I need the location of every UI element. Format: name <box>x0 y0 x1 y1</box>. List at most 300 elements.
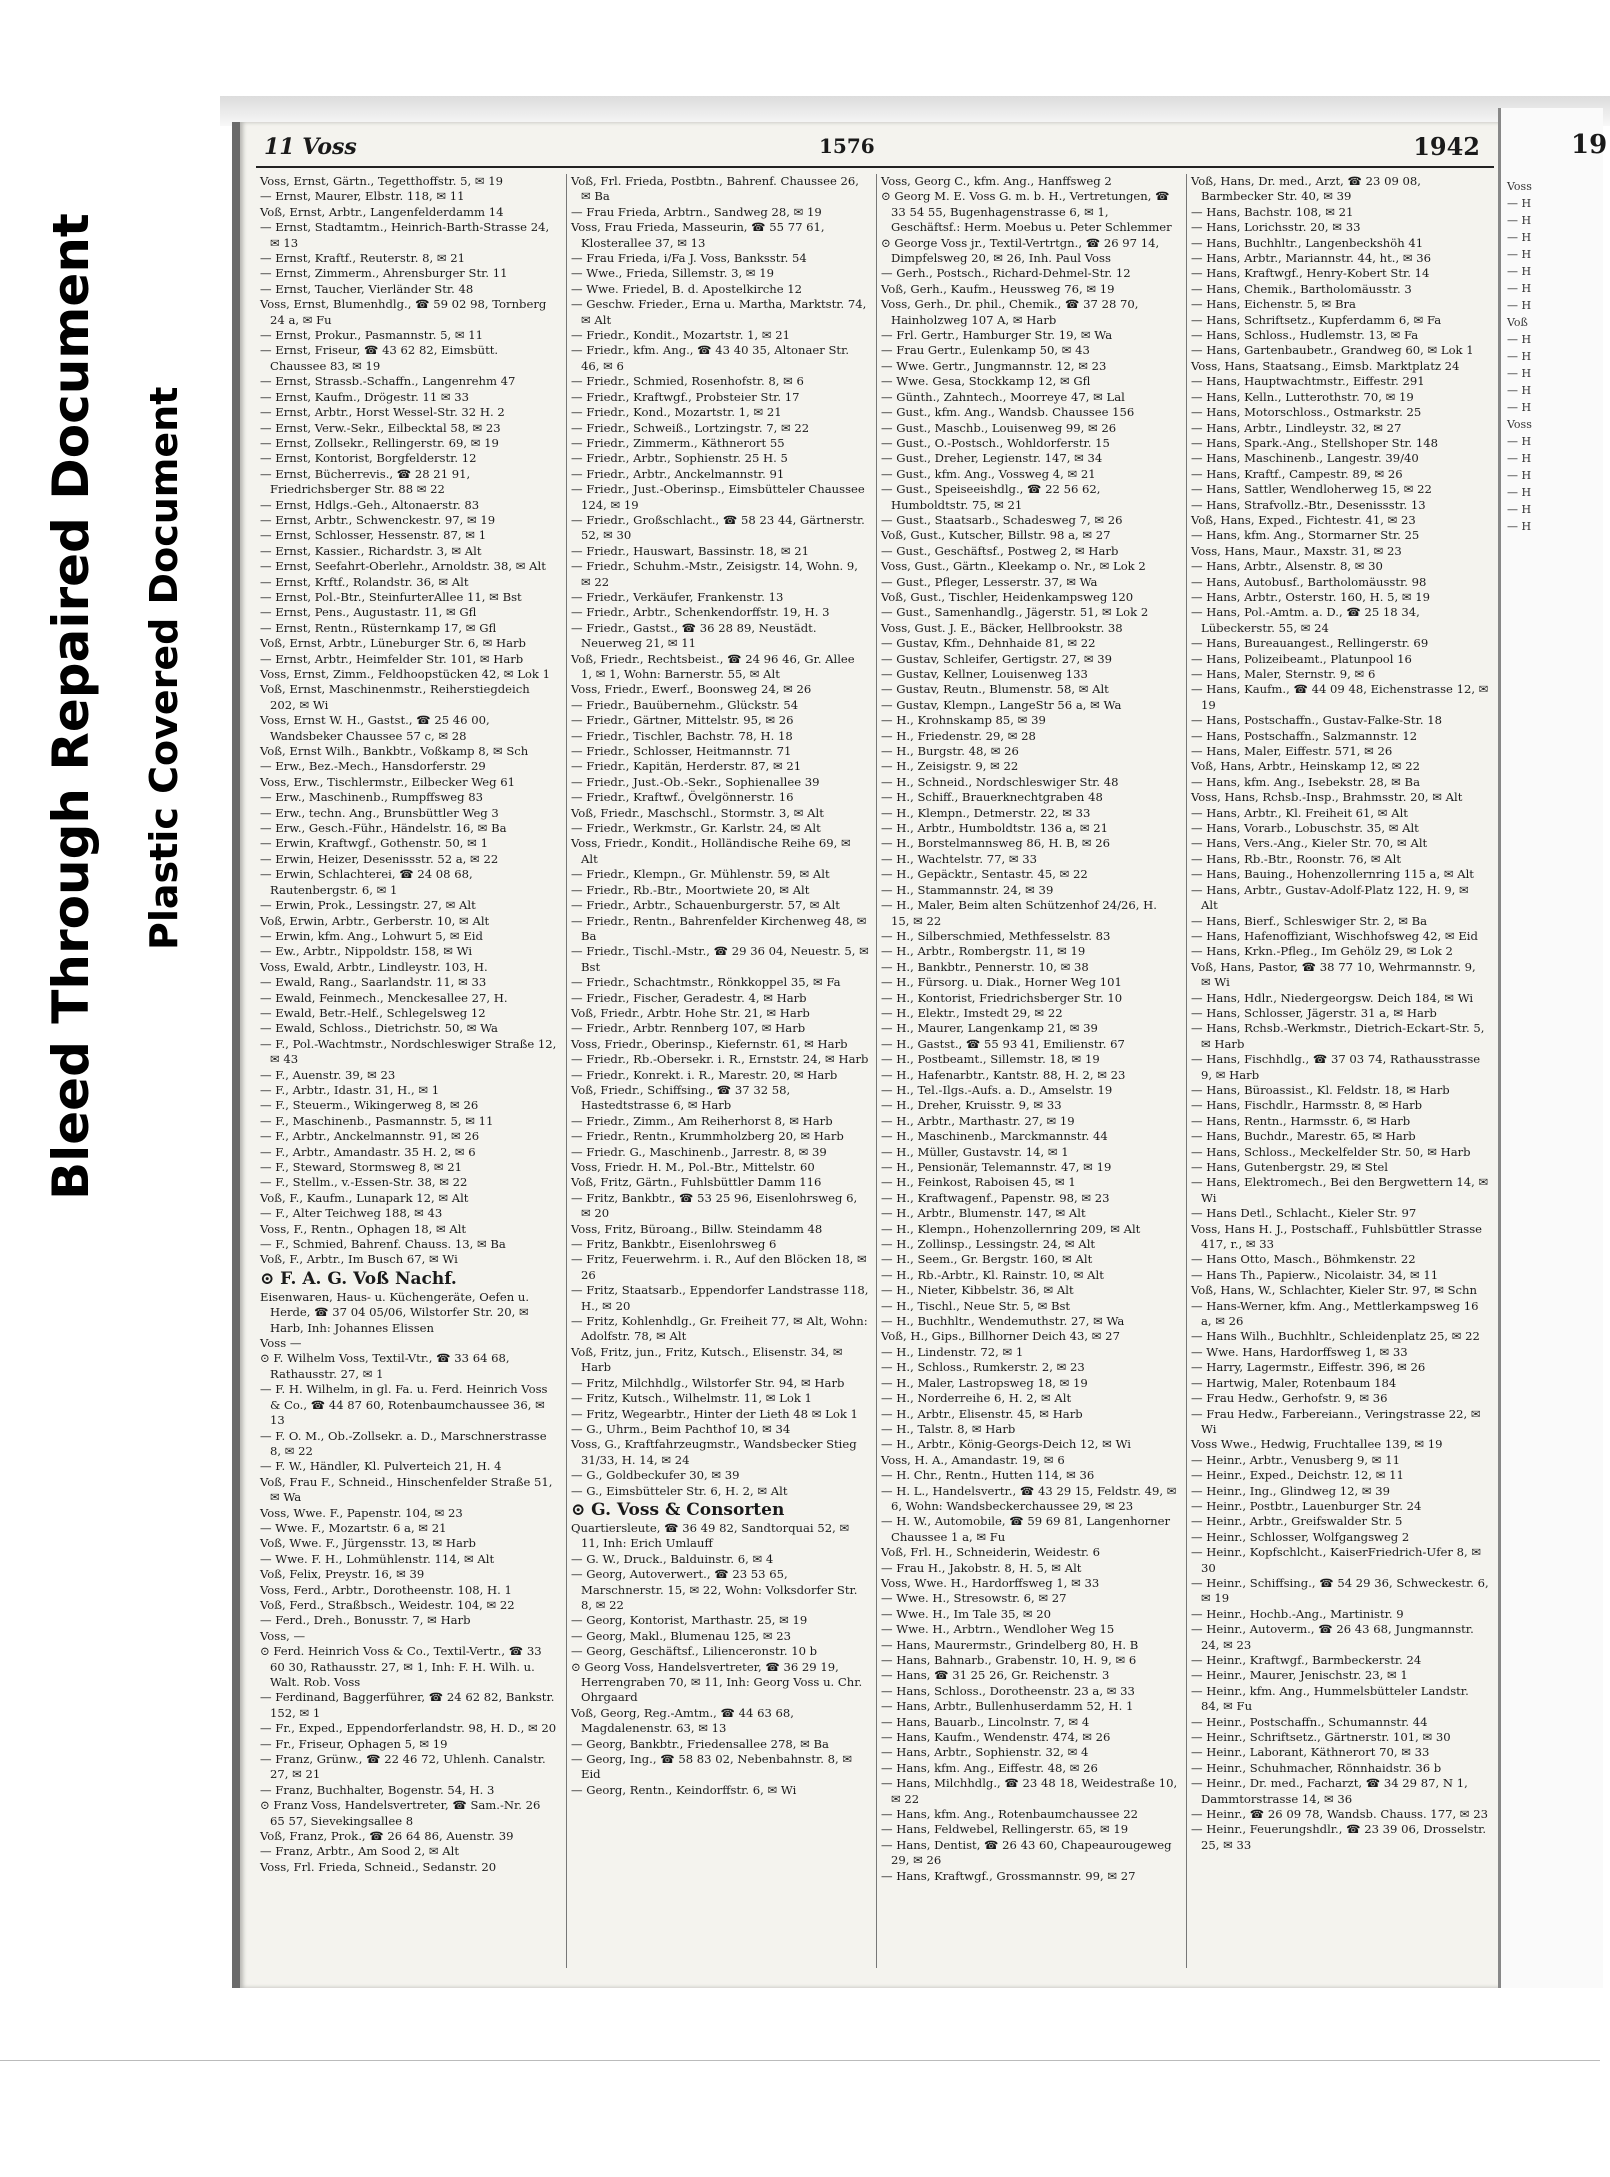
directory-entry: — Hans, kfm. Ang., Stormarner Str. 25 <box>1191 528 1420 543</box>
directory-entry: — H. L., Handelsvertr., ☎ 43 29 15, Feldstr. 49, ✉ 6, Wohn: Wandsbeckerchaussee 29, ✉ 23 <box>881 1483 1177 1513</box>
directory-entry: — Gust., Geschäftsf., Postweg 2, ✉ Harb <box>881 543 1119 558</box>
directory-entry: Voß, Hans, Arbtr., Heinskamp 12, ✉ 22 <box>1191 759 1420 774</box>
directory-entry: — H., Wachtelstr. 77, ✉ 33 <box>881 851 1037 866</box>
directory-entry: — Erw., Gesch.-Führ., Händelstr. 16, ✉ Ba <box>260 821 507 836</box>
directory-entry: — Wwe. Gesa, Stockkamp 12, ✉ Gfl <box>881 374 1091 389</box>
directory-entry: — Friedr., Großschlacht., ☎ 58 23 44, Gärtnerstr. 52, ✉ 30 <box>571 512 865 543</box>
directory-entry: — Fritz, Kutsch., Wilhelmstr. 11, ✉ Lok 1 <box>571 1391 812 1406</box>
directory-entry: — Hans, Spark.-Ang., Stellshoper Str. 148 <box>1191 435 1439 450</box>
columns <box>256 174 1494 1968</box>
side-label-bleed-through: Bleed Through Repaired Document <box>42 213 100 1200</box>
directory-entry: Voß, Gust., Tischler, Heidenkampsweg 120 <box>881 589 1134 604</box>
directory-entry: Voß, Ernst, Arbtr., Langenfelderdamm 14 <box>260 204 504 219</box>
directory-entry: Voß, Ernst, Maschinenmstr., Reiherstiegdeich 202, ✉ Wi <box>260 682 530 712</box>
directory-entry: — Ernst, Prokur., Pasmannstr. 5, ✉ 11 <box>260 328 483 343</box>
directory-entry: — Fritz, Kohlenhdlg., Gr. Freiheit 77, ✉ Alt, Wohn: Adolfstr. 78, ✉ Alt <box>571 1314 868 1344</box>
directory-entry: — Ferd., Dreh., Bonusstr. 7, ✉ Harb <box>260 1613 471 1628</box>
directory-entry: — H., Schloss., Rumkerstr. 2, ✉ 23 <box>881 1360 1085 1375</box>
directory-entry: — Heinr., Feuerungshdlr., ☎ 23 39 06, Drosselstr. 25, ✉ 33 <box>1191 1822 1487 1852</box>
directory-entry: Voss, Hans, Maur., Maxstr. 31, ✉ 23 <box>1191 543 1402 558</box>
directory-entry: — Heinr., Postschaffn., Schumannstr. 44 <box>1191 1714 1428 1729</box>
directory-entry: Voß, Felix, Preystr. 16, ✉ 39 <box>260 1567 425 1582</box>
directory-entry: — H., Tischl., Neue Str. 5, ✉ Bst <box>881 1298 1071 1313</box>
directory-entry: — Friedr. G., Maschinenb., Jarrestr. 8, ✉ 39 <box>571 1144 827 1159</box>
directory-entry: — H., Arbtr., König-Georgs-Deich 12, ✉ Wi <box>881 1437 1131 1452</box>
directory-entry: Voss Wwe., Hedwig, Fruchtallee 139, ✉ 19 <box>1191 1437 1443 1452</box>
directory-entry: — F., Arbtr., Anckelmannstr. 91, ✉ 26 <box>260 1129 480 1144</box>
directory-entry: — F., Schmied, Bahrenf. Chauss. 13, ✉ Ba <box>260 1237 506 1252</box>
directory-entry: — H., Postbeamt., Sillemstr. 18, ✉ 19 <box>881 1052 1100 1067</box>
directory-entry: — H., Borstelmannsweg 86, H. B, ✉ 26 <box>881 836 1110 851</box>
directory-entry: — Ernst, Verw.-Sekr., Eilbecktal 58, ✉ 23 <box>260 420 501 435</box>
directory-entry: Voss, Gust., Gärtn., Kleekamp o. Nr., ✉ Lok 2 <box>881 559 1146 574</box>
directory-entry: Voss, Ernst, Gärtn., Tegetthoffstr. 5, ✉ 19 <box>260 174 504 188</box>
directory-entry: — Ewald, Feinmech., Menckesallee 27, H. <box>260 990 508 1005</box>
directory-entry: — Friedr., Just.-Ob.-Sekr., Sophienallee 39 <box>571 774 820 789</box>
directory-entry: — Friedr., Kapitän, Herderstr. 87, ✉ 21 <box>571 759 802 774</box>
header-rule <box>256 166 1494 168</box>
directory-entry: — Georg, Autoverwert., ☎ 23 53 65, Marschnerstr. 15, ✉ 22, Wohn: Volksdorfer Str. 8, ✉ 22 <box>571 1567 858 1612</box>
directory-entry: — Heinr., Schlosser, Wolfgangsweg 2 <box>1191 1529 1410 1544</box>
directory-entry: — Gustav, Schleifer, Gertigstr. 27, ✉ 39 <box>881 651 1113 666</box>
directory-entry: — Hans, Arbtr., Kl. Freiheit 61, ✉ Alt <box>1191 805 1408 820</box>
directory-entry: — Erw., Maschinenb., Rumpffsweg 83 <box>260 790 484 805</box>
directory-entry: Voss, Frau Frieda, Masseurin, ☎ 55 77 61, Klosterallee 37, ✉ 13 <box>571 220 825 250</box>
directory-entry: — Hans-Werner, kfm. Ang., Mettlerkampsweg 16 a, ✉ 26 <box>1191 1298 1479 1329</box>
header-left: 11 Voss <box>264 134 357 160</box>
directory-entry: — Ernst, Hdlgs.-Geh., Altonaerstr. 83 <box>260 497 480 512</box>
directory-entry: — Heinr., Hochb.-Ang., Martinistr. 9 <box>1191 1606 1404 1621</box>
directory-entry: — Ewald, Rang., Saarlandstr. 11, ✉ 33 <box>260 975 487 990</box>
directory-entry: — Friedr., Bauübernehm., Glückstr. 54 <box>571 697 799 712</box>
directory-entry: — Wwe. H., Arbtrn., Wendloher Weg 15 <box>881 1622 1115 1637</box>
next-page-fragment: — H <box>1507 452 1532 465</box>
directory-entry: ⊙ Georg M. E. Voss G. m. b. H., Vertretungen, ☎ 33 54 55, Bugenhagenstrasse 6, ✉ 1, Geschäftsf.: Herm. Moebus u. Peter Schlemmer <box>881 189 1172 235</box>
directory-entry: — Hans, Kraftwgf., Grossmannstr. 99, ✉ 27 <box>881 1868 1136 1883</box>
directory-entry: Voß, Friedr., Maschschl., Stormstr. 3, ✉ Alt <box>571 805 824 820</box>
directory-entry: — F., Pol.-Wachtmstr., Nordschleswiger Straße 12, ✉ 43 <box>260 1036 557 1067</box>
directory-entry: — F., Alter Teichweg 188, ✉ 43 <box>260 1206 443 1221</box>
directory-entry: — Gustav, Reutn., Blumenstr. 58, ✉ Alt <box>881 682 1109 697</box>
directory-entry: — Ernst, Stadtamtm., Heinrich-Barth-Strasse 24, ✉ 13 <box>260 220 550 250</box>
directory-entry: — Friedr., Just.-Oberinsp., Eimsbütteler Chaussee 124, ✉ 19 <box>571 482 865 512</box>
directory-entry: — Georg, Makl., Blumenau 125, ✉ 23 <box>571 1628 792 1643</box>
directory-entry: — Frau Hedw., Gerhofstr. 9, ✉ 36 <box>1191 1391 1388 1406</box>
directory-entry: — Hans, Dentist, ☎ 26 43 60, Chapeaurougeweg 29, ✉ 26 <box>881 1837 1172 1868</box>
directory-entry: — Friedr., Kraftwgf., Probsteier Str. 17 <box>571 389 800 404</box>
directory-entry: — Hans, Elektromech., Bei den Bergwettern 14, ✉ Wi <box>1191 1175 1489 1205</box>
directory-entry: — Heinr., ☎ 26 09 78, Wandsb. Chauss. 177, ✉ 23 <box>1191 1807 1488 1822</box>
directory-entry: — H., Rb.-Arbtr., Kl. Rainstr. 10, ✉ Alt <box>881 1267 1104 1282</box>
directory-entry: — Ferdinand, Baggerführer, ☎ 24 62 82, Bankstr. 152, ✉ 1 <box>260 1690 555 1720</box>
directory-entry: Voß, Hans, W., Schlachter, Kieler Str. 97, ✉ Schn <box>1191 1283 1477 1298</box>
directory-entry: — Wwe. F., Mozartstr. 6 a, ✉ 21 <box>260 1520 447 1535</box>
directory-entry: — Hans, Kaufm., ☎ 44 09 48, Eichenstrasse 12, ✉ 19 <box>1191 682 1489 712</box>
directory-entry: — Heinr., Schuhmacher, Rönnhaidstr. 36 b <box>1191 1760 1442 1775</box>
directory-entry: — H., Müller, Gustavstr. 14, ✉ 1 <box>881 1144 1069 1159</box>
directory-entry: — Ernst, Taucher, Vierländer Str. 48 <box>260 281 474 296</box>
directory-entry: — Hans, Gartenbaubetr., Grandweg 60, ✉ Lok 1 <box>1191 343 1474 358</box>
directory-entry: — H., Kraftwagenf., Papenstr. 98, ✉ 23 <box>881 1190 1110 1205</box>
directory-entry: Voß, Gust., Kutscher, Billstr. 98 a, ✉ 27 <box>881 528 1111 543</box>
directory-entry: — Wwe. F. H., Lohmühlenstr. 114, ✉ Alt <box>260 1551 495 1566</box>
page-number: 1576 <box>819 134 875 158</box>
directory-entry: — Heinr., Kraftwgf., Barmbeckerstr. 24 <box>1191 1653 1422 1667</box>
next-page-number: 19 <box>1571 130 1608 160</box>
directory-entry: — Hans, Lorichsstr. 20, ✉ 33 <box>1191 220 1361 235</box>
directory-entry: — Frau Frieda, Arbtrn., Sandweg 28, ✉ 19 <box>571 204 822 219</box>
directory-entry: Voß, Frau F., Schneid., Hinschenfelder Straße 51, ✉ Wa <box>260 1474 553 1505</box>
directory-entry: — H., Maschinenb., Marckmannstr. 44 <box>881 1129 1108 1144</box>
next-page-fragment: — H <box>1507 248 1532 261</box>
directory-entry: — Franz, Arbtr., Am Sood 2, ✉ Alt <box>260 1844 459 1859</box>
directory-entry: — Friedr., Rb.-Btr., Moortwiete 20, ✉ Alt <box>571 882 810 897</box>
directory-entry: — Ernst, Kontorist, Borgfelderstr. 12 <box>260 451 477 466</box>
next-page-fragment: — H <box>1507 384 1532 397</box>
directory-entry: — Friedr., Fischer, Geradestr. 4, ✉ Harb <box>571 990 807 1005</box>
directory-entry: ⊙ G. Voss & Consorten <box>571 1499 785 1520</box>
next-page-fragment: — H <box>1507 265 1532 278</box>
directory-entry: — Wwe. H., Im Tale 35, ✉ 20 <box>881 1606 1052 1621</box>
directory-entry: Voss, G., Kraftfahrzeugmstr., Wandsbecker Stieg 31/33, H. 14, ✉ 24 <box>571 1437 857 1467</box>
directory-entry: — H., Maurer, Langenkamp 21, ✉ 39 <box>881 1021 1098 1036</box>
directory-entry: Voss, Fritz, Büroang., Billw. Steindamm 48 <box>571 1221 823 1236</box>
directory-entry: — Wwe. H., Stresowstr. 6, ✉ 27 <box>881 1591 1067 1606</box>
directory-entry: — Hans, Maschinenb., Langestr. 39/40 <box>1191 451 1419 466</box>
directory-entry: Voss, Wwe. H., Hardorffsweg 1, ✉ 33 <box>881 1575 1100 1590</box>
directory-entry: — Hans, Hdlr., Niedergeorgsw. Deich 184, ✉ Wi <box>1191 990 1474 1005</box>
column-2 <box>566 174 873 1968</box>
directory-entry: — Hans, Hafenoffiziant, Wischhofsweg 42, ✉ Eid <box>1191 928 1478 943</box>
directory-entry: Voss, Gerh., Dr. phil., Chemik., ☎ 37 28 70, Hainholzweg 107 A, ✉ Harb <box>881 297 1139 327</box>
directory-entry: — Ernst, Schlosser, Hessenstr. 87, ✉ 1 <box>260 528 487 543</box>
directory-entry: — F., Maschinenb., Pasmannstr. 5, ✉ 11 <box>260 1113 494 1128</box>
directory-entry: Voss, Ernst, Blumenhdlg., ☎ 59 02 98, Tornberg 24 a, ✉ Fu <box>260 297 547 327</box>
directory-entry: Voss, Friedr., Kondit., Holländische Reihe 69, ✉ Alt <box>571 836 851 866</box>
directory-entry: — Friedr., Zimmerm., Käthnerort 55 <box>571 435 785 450</box>
directory-entry: Voß, Friedr., Arbtr. Hohe Str. 21, ✉ Harb <box>571 1005 810 1020</box>
directory-entry: Quartiersleute, ☎ 36 49 82, Sandtorquai 52, ✉ 11, Inh: Erich Umlauff <box>571 1520 850 1551</box>
directory-entry: Voß, Georg, Reg.-Amtm., ☎ 44 63 68, Magdalenenstr. 63, ✉ 13 <box>571 1705 794 1736</box>
directory-entry: — H., Maler, Lastropsweg 18, ✉ 19 <box>881 1375 1088 1390</box>
directory-entry: — H., Elektr., Imstedt 29, ✉ 22 <box>881 1005 1063 1020</box>
directory-entry: — Friedr., Verkäufer, Frankenstr. 13 <box>571 589 784 604</box>
directory-entry: Voß, Gerh., Kaufm., Heussweg 76, ✉ 19 <box>881 281 1115 296</box>
next-page-fragment: — H <box>1507 299 1532 312</box>
directory-entry: Voss, Friedr. H. M., Pol.-Btr., Mittelstr. 60 <box>571 1160 815 1174</box>
directory-entry: ⊙ Franz Voss, Handelsvertreter, ☎ Sam.-Nr. 26 65 57, Sievekingsallee 8 <box>260 1798 541 1828</box>
directory-entry: — Ernst, Rentn., Rüsternkamp 17, ✉ Gfl <box>260 620 497 635</box>
directory-entry: — Hans, Chemik., Bartholomäusstr. 3 <box>1191 281 1412 296</box>
directory-entry: — Friedr., Gärtner, Mittelstr. 95, ✉ 26 <box>571 713 794 728</box>
directory-entry: Voß, Erwin, Arbtr., Gerberstr. 10, ✉ Alt <box>260 913 490 928</box>
directory-entry: — Friedr., Arbtr., Sophienstr. 25 H. 5 <box>571 451 788 466</box>
directory-entry: — Erwin, Prok., Lessingstr. 27, ✉ Alt <box>260 898 476 913</box>
directory-entry: — Friedr., Schachtmstr., Rönkkoppel 35, ✉ Fa <box>571 975 841 990</box>
directory-entry: — H., Lindenstr. 72, ✉ 1 <box>881 1344 1024 1359</box>
directory-entry: — Hans, Schriftsetz., Kupferdamm 6, ✉ Fa <box>1191 312 1442 327</box>
directory-entry: Voss, Hans H. J., Postschaff., Fuhlsbüttler Strasse 417, r., ✉ 33 <box>1191 1221 1483 1252</box>
directory-entry: — G. W., Druck., Balduinstr. 6, ✉ 4 <box>571 1551 774 1566</box>
directory-entry: — Hans, Bureauangest., Rellingerstr. 69 <box>1191 636 1429 651</box>
directory-entry: Voß, Frl. H., Schneiderin, Weidestr. 6 <box>881 1545 1100 1560</box>
directory-entry: — H., Buchhltr., Wendemuthstr. 27, ✉ Wa <box>881 1314 1125 1329</box>
directory-entry: — Hans, Arbtr., Osterstr. 160, H. 5, ✉ 19 <box>1191 589 1431 604</box>
directory-entry: — Gust., Staatsarb., Schadesweg 7, ✉ 26 <box>881 512 1123 527</box>
directory-entry: — Ernst, Arbtr., Horst Wessel-Str. 32 H. 2 <box>260 405 505 420</box>
side-label-plastic-covered: Plastic Covered Document <box>142 386 186 950</box>
next-page-fragment: — H <box>1507 350 1532 363</box>
directory-entry: Voss, Ernst, Zimm., Feldhoopstücken 42, ✉ Lok 1 <box>260 667 550 681</box>
directory-entry: — Wwe. Gertr., Jungmannstr. 12, ✉ 23 <box>881 358 1107 373</box>
directory-entry: — Friedr., Schuhm.-Mstr., Zeisigstr. 14, Wohn. 9, ✉ 22 <box>571 559 858 589</box>
directory-entry: — Wwe. Friedel, B. d. Apostelkirche 12 <box>571 281 803 296</box>
directory-entry: — Friedr., Tischl.-Mstr., ☎ 29 36 04, Neuestr. 5, ✉ Bst <box>571 944 869 974</box>
directory-entry: — Hans, Vorarb., Lobuschstr. 35, ✉ Alt <box>1191 821 1419 836</box>
column-3 <box>876 174 1183 1968</box>
directory-entry: — F., Arbtr., Amandastr. 35 H. 2, ✉ 6 <box>260 1144 476 1159</box>
directory-entry: — Fritz, Milchhdlg., Wilstorfer Str. 94, ✉ Harb <box>571 1375 845 1390</box>
next-page-fragment: — H <box>1507 469 1532 482</box>
directory-entry: — Friedr., Werkmstr., Gr. Karlstr. 24, ✉ Alt <box>571 821 821 836</box>
directory-entry: — Friedr., Gastst., ☎ 36 28 89, Neustädt. Neuerweg 21, ✉ 11 <box>571 620 817 651</box>
directory-entry: Voss, Hans, Rchsb.-Insp., Brahmsstr. 20, ✉ Alt <box>1191 790 1463 805</box>
directory-entry: — Hans, Arbtr., Alsenstr. 8, ✉ 30 <box>1191 559 1383 574</box>
directory-entry: — Fr., Friseur, Ophagen 5, ✉ 19 <box>260 1736 448 1751</box>
directory-entry: — Wwe., Frieda, Sillemstr. 3, ✉ 19 <box>571 266 774 281</box>
directory-entry: — F., Stellm., v.-Essen-Str. 38, ✉ 22 <box>260 1175 468 1190</box>
directory-entry: — Heinr., Schriftsetz., Gärtnerstr. 101, ✉ 30 <box>1191 1730 1451 1745</box>
directory-entry: — Hans Otto, Masch., Böhmkenstr. 22 <box>1191 1252 1416 1267</box>
directory-entry: — Fritz, Feuerwehrm. i. R., Auf den Blöcken 18, ✉ 26 <box>571 1252 867 1282</box>
directory-entry: Voss, Ewald, Arbtr., Lindleystr. 103, H. <box>260 959 488 974</box>
page-header <box>264 132 1490 166</box>
directory-entry: ⊙ F. Wilhelm Voss, Textil-Vtr., ☎ 33 64 68, Rathausstr. 27, ✉ 1 <box>260 1351 510 1381</box>
directory-entry: — Fr., Exped., Eppendorferlandstr. 98, H. D., ✉ 20 <box>260 1721 557 1736</box>
next-page-fragment: Voss <box>1507 418 1532 431</box>
directory-entry: ⊙ Ferd. Heinrich Voss & Co., Textil-Vertr., ☎ 33 60 30, Rathausstr. 27, ✉ 1, Inh: F. H. Wilh. u. Walt. Rob. Voss <box>260 1644 542 1689</box>
next-page-fragment: Voss <box>1507 180 1532 193</box>
directory-entry: — Gust., kfm. Ang., Wandsb. Chaussee 156 <box>881 405 1135 420</box>
directory-entry: — Friedr., Kraftwf., Övelgönnerstr. 16 <box>571 790 794 805</box>
directory-entry: — H. Chr., Rentn., Hutten 114, ✉ 36 <box>881 1468 1095 1483</box>
directory-entry: — Heinr., Dr. med., Facharzt, ☎ 34 29 87, N 1, Dammtorstrasse 14, ✉ 36 <box>1191 1776 1468 1806</box>
directory-entry: — H., Seem., Gr. Bergstr. 160, ✉ Alt <box>881 1252 1093 1267</box>
next-page-fragment: — H <box>1507 435 1532 448</box>
directory-entry: — Hans, Arbtr., Sophienstr. 32, ✉ 4 <box>881 1745 1089 1760</box>
directory-entry: — H., Feinkost, Raboisen 45, ✉ 1 <box>881 1175 1076 1190</box>
directory-entry: — H., Schiff., Brauerknechtgraben 48 <box>881 790 1103 805</box>
directory-entry: Voß, Ernst Wilh., Bankbtr., Voßkamp 8, ✉ Sch <box>260 744 529 759</box>
directory-entry: — Erwin, Heizer, Desenissstr. 52 a, ✉ 22 <box>260 851 499 866</box>
next-page-fragment: — H <box>1507 214 1532 227</box>
directory-entry: — Gust., Pfleger, Lesserstr. 37, ✉ Wa <box>881 574 1098 589</box>
directory-entry: Voss, Ferd., Arbtr., Dorotheenstr. 108, H. 1 <box>260 1582 512 1597</box>
directory-entry: — Ernst, Kaufm., Drögestr. 11 ✉ 33 <box>260 389 470 404</box>
directory-entry: — Heinr., kfm. Ang., Hummelsbütteler Landstr. 84, ✉ Fu <box>1191 1683 1469 1714</box>
directory-entry: Voss, F., Rentn., Ophagen 18, ✉ Alt <box>260 1221 467 1236</box>
directory-entry: — Ew., Arbtr., Nippoldstr. 158, ✉ Wi <box>260 944 473 959</box>
directory-entry: Voß, Fritz, jun., Fritz, Kutsch., Elisenstr. 34, ✉ Harb <box>571 1344 843 1375</box>
directory-entry: — Ewald, Betr.-Helf., Schlegelsweg 12 <box>260 1005 486 1020</box>
directory-entry: — Hans, Pol.-Amtm. a. D., ☎ 25 18 34, Lübeckerstr. 55, ✉ 24 <box>1191 605 1420 635</box>
next-page-fragment: — H <box>1507 282 1532 295</box>
directory-entry: — H., Krohnskamp 85, ✉ 39 <box>881 713 1046 728</box>
directory-entry: Voß, Friedr., Schiffsing., ☎ 37 32 58, Hastedtstrasse 6, ✉ Harb <box>571 1082 791 1113</box>
directory-entry: — Ernst, Kraftf., Reuterstr. 8, ✉ 21 <box>260 251 465 266</box>
directory-entry: — Frl. Gertr., Hamburger Str. 19, ✉ Wa <box>881 328 1113 343</box>
directory-entry: — Hans, Maler, Eiffestr. 571, ✉ 26 <box>1191 744 1393 759</box>
directory-entry: — Ernst, Maurer, Elbstr. 118, ✉ 11 <box>260 189 465 204</box>
directory-entry: Voß, Hans, Dr. med., Arzt, ☎ 23 09 08, Barmbecker Str. 40, ✉ 39 <box>1191 174 1421 204</box>
directory-entry: — Heinr., Maurer, Jenischstr. 23, ✉ 1 <box>1191 1668 1408 1683</box>
directory-entry: — Hans, Bauing., Hohenzollernring 115 a, ✉ Alt <box>1191 867 1474 882</box>
directory-entry: — Hans, Arbtr., Mariannstr. 44, ht., ✉ 36 <box>1191 251 1431 266</box>
next-page-fragment: — H <box>1507 503 1532 516</box>
directory-entry: Voß, F., Kaufm., Lunapark 12, ✉ Alt <box>260 1190 469 1205</box>
directory-entry: — H., Stammannstr. 24, ✉ 39 <box>881 882 1054 897</box>
directory-entry: Voß, F., Arbtr., Im Busch 67, ✉ Wi <box>260 1252 458 1267</box>
directory-entry: — Gust., Maschb., Louisenweg 99, ✉ 26 <box>881 420 1117 435</box>
directory-entry: — Fritz, Staatsarb., Eppendorfer Landstrasse 118, H., ✉ 20 <box>571 1283 869 1313</box>
directory-entry: — Heinr., Autoverm., ☎ 26 43 68, Jungmannstr. 24, ✉ 23 <box>1191 1622 1474 1652</box>
next-page-fragment: Voß <box>1507 316 1528 329</box>
directory-entry: — H., Fürsorg. u. Diak., Horner Weg 101 <box>881 975 1122 990</box>
directory-entry: — Hans, Bierf., Schleswiger Str. 2, ✉ Ba <box>1191 913 1428 928</box>
directory-entry: — H., Klempn., Detmerstr. 22, ✉ 33 <box>881 805 1091 820</box>
directory-entry: — H., Arbtr., Elisenstr. 45, ✉ Harb <box>881 1406 1083 1421</box>
directory-entry: — Hans, Rb.-Btr., Roonstr. 76, ✉ Alt <box>1191 851 1402 866</box>
directory-entry: — Heinr., Schiffsing., ☎ 54 29 36, Schweckestr. 6, ✉ 19 <box>1191 1575 1489 1606</box>
directory-entry: — Günth., Zahntech., Moorreye 47, ✉ Lal <box>881 389 1125 404</box>
directory-entry: — Gust., Dreher, Legienstr. 147, ✉ 34 <box>881 451 1103 466</box>
directory-entry: — H., Arbtr., Marthastr. 27, ✉ 19 <box>881 1113 1075 1128</box>
directory-entry: — Gust., kfm. Ang., Vossweg 4, ✉ 21 <box>881 466 1096 481</box>
directory-entry: — Erwin, kfm. Ang., Lohwurt 5, ✉ Eid <box>260 928 483 943</box>
directory-entry: — Hans, Fischhdlg., ☎ 37 03 74, Rathausstrasse 9, ✉ Harb <box>1191 1052 1481 1082</box>
directory-entry: — G., Uhrm., Beim Pachthof 10, ✉ 34 <box>571 1421 791 1436</box>
directory-entry: — H., Friedenstr. 29, ✉ 28 <box>881 728 1036 743</box>
directory-entry: — Hans, Hauptwachtmstr., Eiffestr. 291 <box>1191 374 1425 389</box>
directory-entry: — Georg, Kontorist, Marthastr. 25, ✉ 19 <box>571 1613 808 1628</box>
directory-entry: — H., Arbtr., Humboldtstr. 136 a, ✉ 21 <box>881 821 1109 836</box>
directory-entry: — Hans, Rchsb.-Werkmstr., Dietrich-Eckart-Str. 5, ✉ Harb <box>1191 1021 1485 1051</box>
directory-entry: — Hans, kfm. Ang., Eiffestr. 48, ✉ 26 <box>881 1760 1098 1775</box>
directory-entry: Voss, Georg C., kfm. Ang., Hanffsweg 2 <box>881 174 1112 188</box>
directory-entry: Voß, H., Gips., Billhorner Deich 43, ✉ 27 <box>881 1329 1120 1344</box>
directory-entry: — Hans, Arbtr., Bullenhuserdamm 52, H. 1 <box>881 1699 1134 1714</box>
directory-entry: — Hans, Feldwebel, Rellingerstr. 65, ✉ 19 <box>881 1822 1129 1837</box>
directory-entry: — Friedr., Tischler, Bachstr. 78, H. 18 <box>571 728 793 743</box>
directory-entry: — H., Zollinsp., Lessingstr. 24, ✉ Alt <box>881 1237 1096 1252</box>
next-page-fragment: — H <box>1507 197 1532 210</box>
directory-entry: — Erwin, Kraftwgf., Gothenstr. 50, ✉ 1 <box>260 836 488 851</box>
directory-entry: — Heinr., Exped., Deichstr. 12, ✉ 11 <box>1191 1468 1404 1483</box>
directory-entry: — Hans, Postschaffn., Gustav-Falke-Str. 18 <box>1191 713 1442 728</box>
directory-entry: — F., Auenstr. 39, ✉ 23 <box>260 1067 396 1082</box>
directory-entry: — G., Goldbeckufer 30, ✉ 39 <box>571 1468 740 1483</box>
directory-entry: — H., Klempn., Hohenzollernring 209, ✉ Alt <box>881 1221 1141 1236</box>
directory-entry: — Ewald, Schloss., Dietrichstr. 50, ✉ Wa <box>260 1021 498 1036</box>
directory-entry: — Gustav, Klempn., LangeStr 56 a, ✉ Wa <box>881 697 1122 712</box>
directory-entry: — Friedr., Schlosser, Heitmannstr. 71 <box>571 744 792 759</box>
directory-entry: — Geschw. Frieder., Erna u. Martha, Marktstr. 74, ✉ Alt <box>571 297 867 327</box>
directory-entry: — Friedr., Kond., Mozartstr. 1, ✉ 21 <box>571 405 782 420</box>
directory-entry: — Hans, Buchhltr., Langenbeckshöh 41 <box>1191 235 1424 250</box>
directory-entry: — H., Silberschmied, Methfesselstr. 83 <box>881 928 1111 943</box>
next-page-fragment: — H <box>1507 486 1532 499</box>
directory-entry: — Hans, Bachstr. 108, ✉ 21 <box>1191 204 1354 219</box>
directory-entry: Voss, H. A., Amandastr. 19, ✉ 6 <box>881 1452 1065 1467</box>
header-year: 1942 <box>1413 132 1480 161</box>
directory-entry: — Ernst, Zimmerm., Ahrensburger Str. 11 <box>260 266 508 281</box>
directory-entry: — F. H. Wilhelm, in gl. Fa. u. Ferd. Heinrich Voss & Co., ☎ 44 87 60, Rotenbaumchaussee 36, ✉ 13 <box>260 1382 548 1428</box>
directory-entry: — Wwe. Hans, Hardorffsweg 1, ✉ 33 <box>1191 1344 1408 1359</box>
directory-entry: — Georg, Ing., ☎ 58 83 02, Nebenbahnstr. 8, ✉ Eid <box>571 1752 853 1782</box>
directory-entry: — Hans, Milchhdlg., ☎ 23 48 18, Weidestraße 10, ✉ 22 <box>881 1776 1178 1806</box>
directory-entry: Eisenwaren, Haus- u. Küchengeräte, Oefen u. Herde, ☎ 37 04 05/06, Wilstorfer Str. 20, ✉ Harb, Inh: Johannes Elissen <box>260 1289 530 1335</box>
directory-entry: — Friedr., Arbtr., Schenkendorffstr. 19, H. 3 <box>571 605 830 620</box>
scan-bottom-line <box>0 2060 1600 2061</box>
directory-entry: — Erwin, Schlachterei, ☎ 24 08 68, Rautenbergstr. 6, ✉ 1 <box>260 867 473 897</box>
directory-entry: — Friedr., Rentn., Bahrenfelder Kirchenweg 48, ✉ Ba <box>571 913 867 943</box>
directory-entry: — Gust., Samenhandlg., Jägerstr. 51, ✉ Lok 2 <box>881 605 1149 620</box>
directory-entry: — Hans, Eichenstr. 5, ✉ Bra <box>1191 297 1356 312</box>
directory-entry: — Hans, ☎ 31 25 26, Gr. Reichenstr. 3 <box>881 1668 1110 1683</box>
directory-entry: — Hans, Kraftwgf., Henry-Kobert Str. 14 <box>1191 266 1430 281</box>
directory-entry: — Georg, Rentn., Keindorffstr. 6, ✉ Wi <box>571 1782 797 1797</box>
directory-entry: — Hans, Bahnarb., Grabenstr. 10, H. 9, ✉ 6 <box>881 1653 1137 1667</box>
directory-entry: Voß, Hans, Exped., Fichtestr. 41, ✉ 23 <box>1191 512 1416 527</box>
directory-entry: — Hans, Schlosser, Jägerstr. 31 a, ✉ Harb <box>1191 1005 1437 1020</box>
directory-entry: — Hans, Krkn.-Pfleg., Im Gehölz 29, ✉ Lok 2 <box>1191 944 1453 959</box>
next-page-fragment: — H <box>1507 231 1532 244</box>
directory-entry: — Hans Wilh., Buchhltr., Schleidenplatz 25, ✉ 22 <box>1191 1329 1480 1344</box>
directory-entry: — F. O. M., Ob.-Zollsekr. a. D., Marschnerstrasse 8, ✉ 22 <box>260 1428 547 1458</box>
directory-entry: — Friedr., Rentn., Krummholzberg 20, ✉ Harb <box>571 1129 844 1144</box>
directory-entry: — Hans, Sattler, Wendloherweg 15, ✉ 22 <box>1191 482 1432 497</box>
directory-entry: — Hans, Schloss., Dorotheenstr. 23 a, ✉ 33 <box>881 1683 1135 1698</box>
directory-entry: — Friedr., Zimm., Am Reiherhorst 8, ✉ Harb <box>571 1113 833 1128</box>
directory-entry: — Heinr., Postbtr., Lauenburger Str. 24 <box>1191 1498 1422 1513</box>
directory-entry: — Georg, Bankbtr., Friedensallee 278, ✉ Ba <box>571 1736 829 1751</box>
directory-entry: — Friedr., Schweiß., Lortzingstr. 7, ✉ 22 <box>571 420 810 435</box>
directory-entry: — Friedr., Arbtr., Schauenburgerstr. 57, ✉ Alt <box>571 898 840 913</box>
directory-entry: — H. W., Automobile, ☎ 59 69 81, Langenhorner Chaussee 1 a, ✉ Fu <box>881 1514 1171 1544</box>
directory-entry: ⊙ F. A. G. Voß Nachf. <box>260 1268 457 1289</box>
next-page-fragment: — H <box>1507 333 1532 346</box>
directory-entry: — H., Zeisigstr. 9, ✉ 22 <box>881 759 1019 774</box>
directory-entry: — H., Arbtr., Rombergstr. 11, ✉ 19 <box>881 944 1086 959</box>
directory-entry: — Ernst, Arbtr., Heimfelder Str. 101, ✉ Harb <box>260 651 524 666</box>
directory-entry: — H., Bankbtr., Pennerstr. 10, ✉ 38 <box>881 959 1089 974</box>
directory-entry: Voß, Wwe. F., Jürgensstr. 13, ✉ Harb <box>260 1536 476 1551</box>
directory-entry: — Gust., O.-Postsch., Wohldorferstr. 15 <box>881 435 1110 450</box>
directory-entry: — Hans, Motorschloss., Ostmarkstr. 25 <box>1191 405 1422 420</box>
directory-entry: — Hans, Fischdlr., Harmsstr. 8, ✉ Harb <box>1191 1098 1423 1113</box>
directory-entry: — H., Kontorist, Friedrichsberger Str. 10 <box>881 990 1123 1005</box>
directory-entry: Voss, Erw., Tischlermstr., Eilbecker Weg 61 <box>260 774 516 789</box>
directory-entry: — H., Tel.-Ilgs.-Aufs. a. D., Amselstr. 19 <box>881 1082 1113 1097</box>
directory-entry: Voss, Friedr., Ewerf., Boonsweg 24, ✉ 26 <box>571 682 812 697</box>
directory-entry: — Harry, Lagermstr., Eiffestr. 396, ✉ 26 <box>1191 1360 1426 1375</box>
directory-entry: — Ernst, Seefahrt-Oberlehr., Arnoldstr. 38, ✉ Alt <box>260 559 546 574</box>
directory-entry: Voss, Ernst W. H., Gastst., ☎ 25 46 00, Wandsbeker Chaussee 57 c, ✉ 28 <box>260 713 490 743</box>
directory-entry: — Frau H., Jakobstr. 8, H. 5, ✉ Alt <box>881 1560 1082 1575</box>
directory-entry: — Fritz, Bankbtr., ☎ 53 25 96, Eisenlohrsweg 6, ✉ 20 <box>571 1190 858 1221</box>
next-page-fragment: — H <box>1507 401 1532 414</box>
directory-entry: — Heinr., Arbtr., Greifswalder Str. 5 <box>1191 1514 1403 1529</box>
